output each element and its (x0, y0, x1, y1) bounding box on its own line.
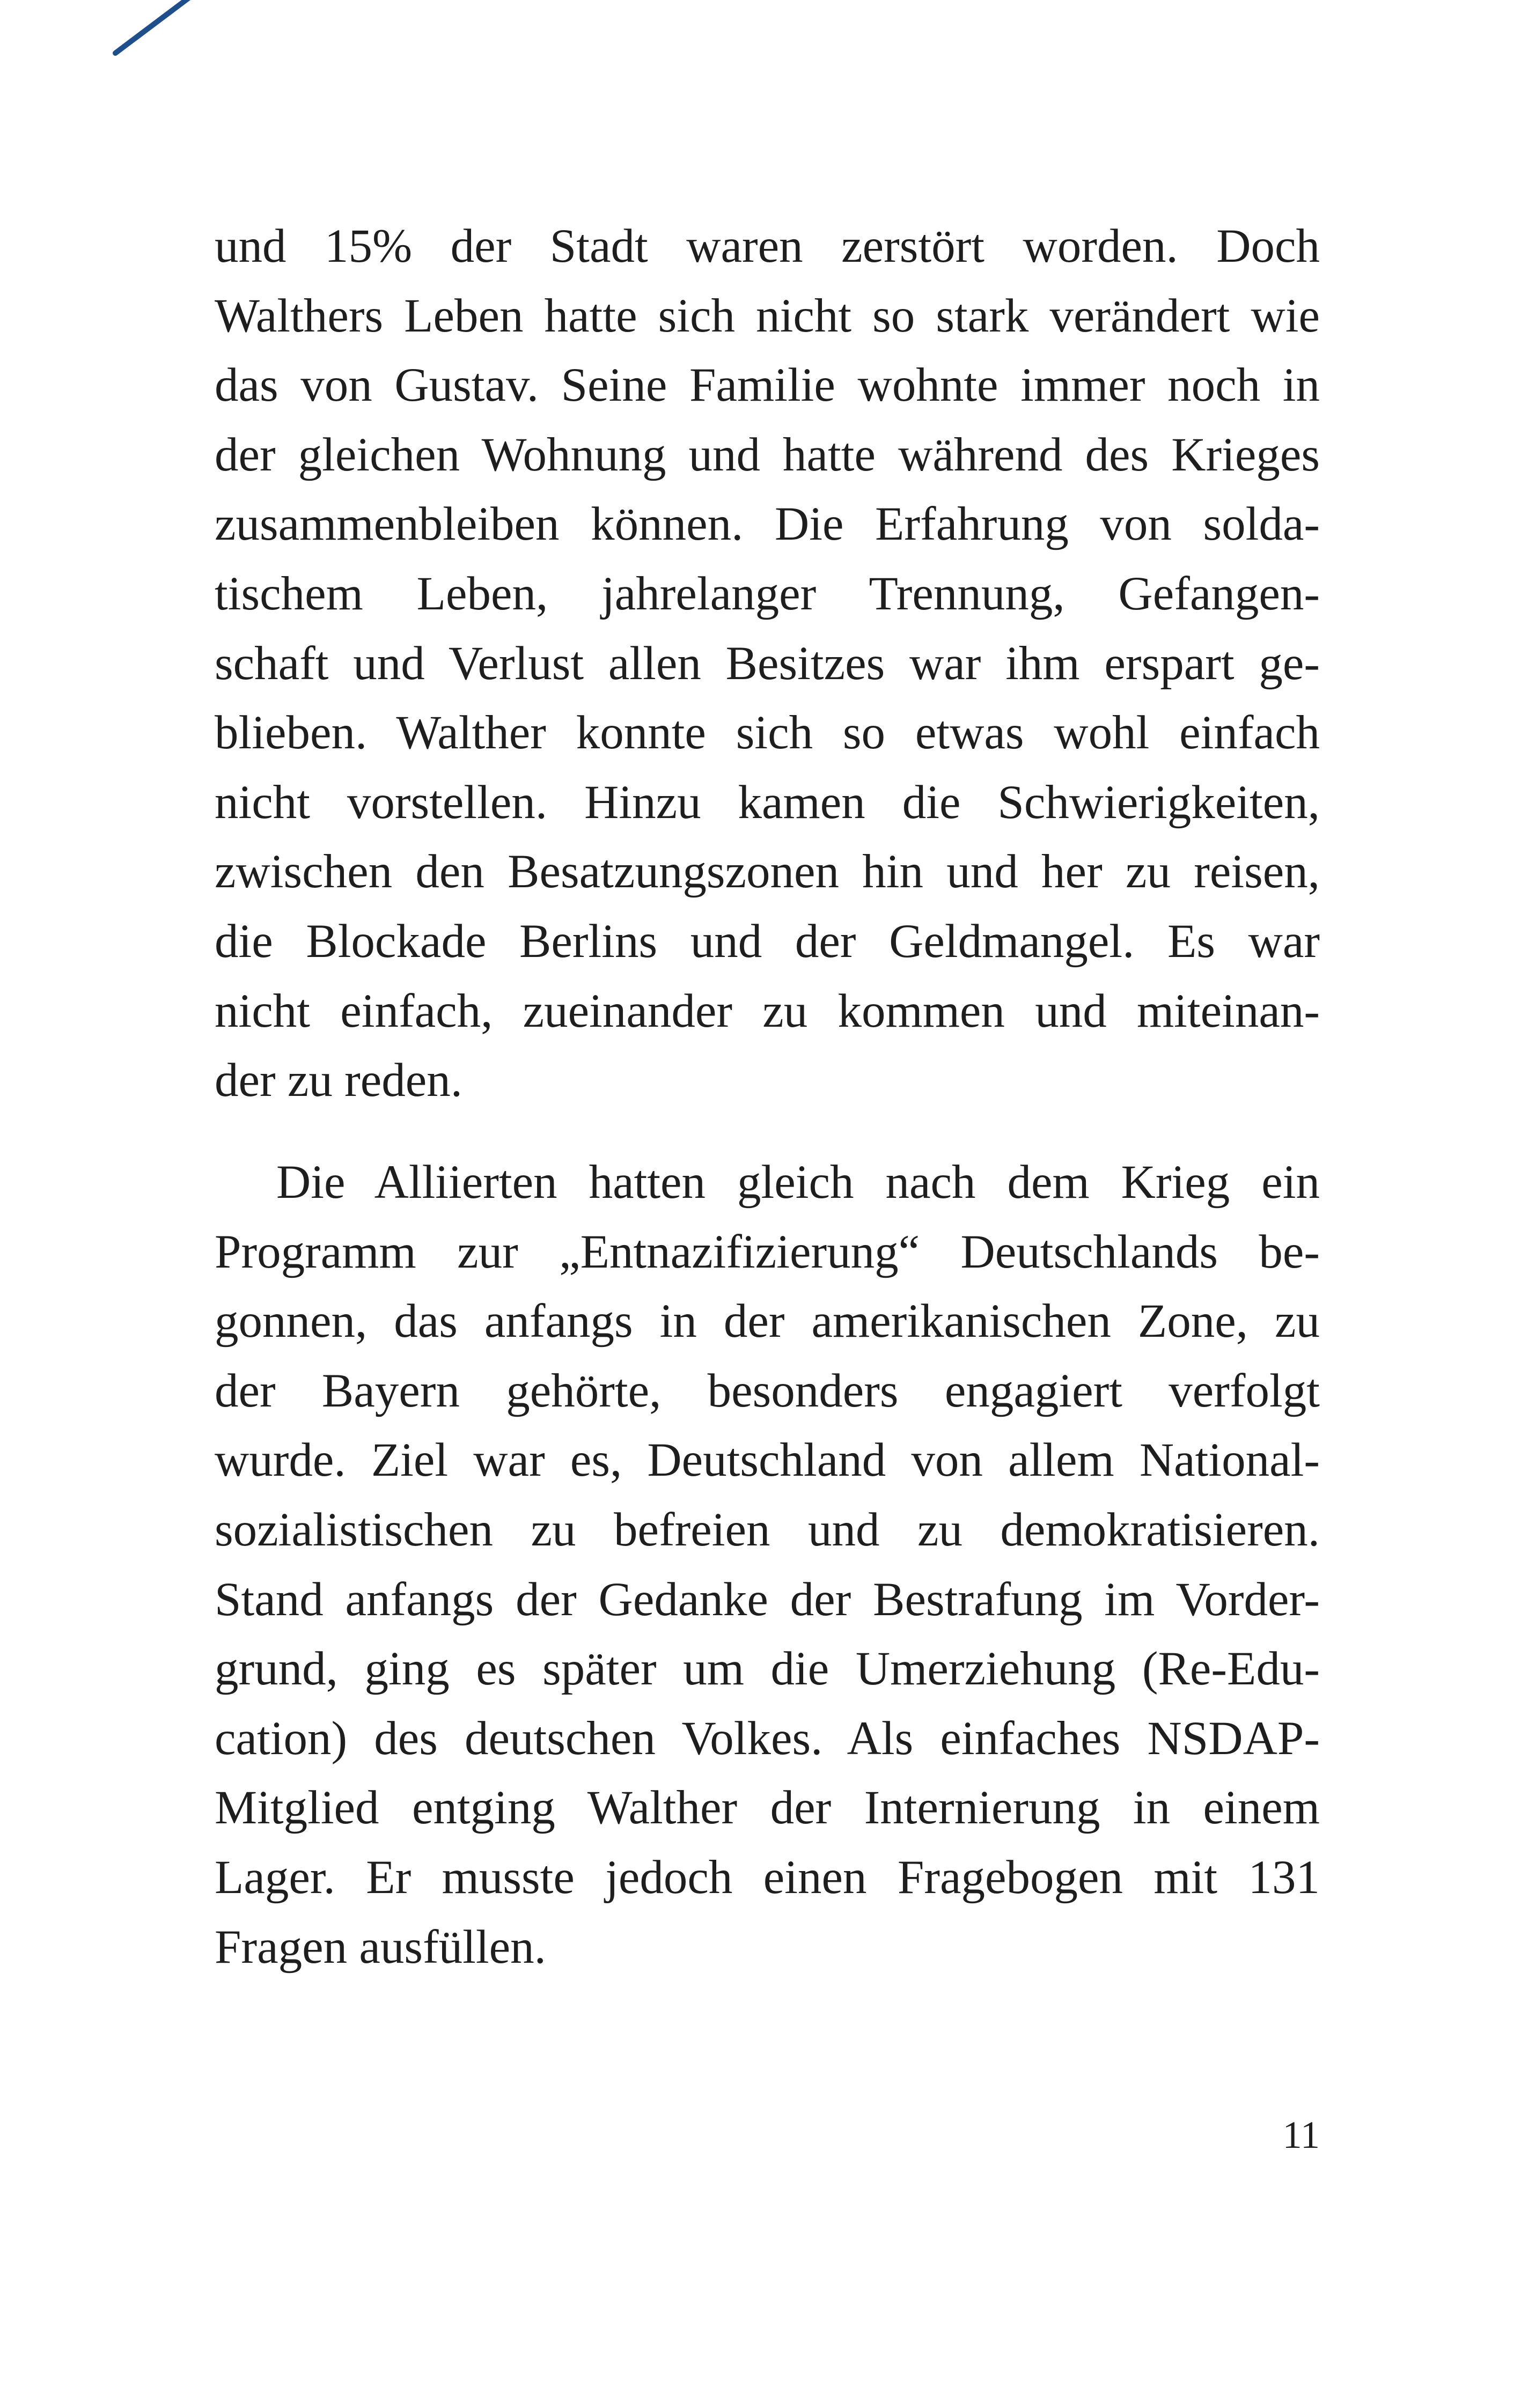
text-line: Lager. Er musste jedoch einen Fragebogen mit 131 (215, 1851, 1320, 1904)
text-line: cation) des deutschen Volkes. Als einfaches NSDAP- (215, 1712, 1320, 1765)
text-line: sozialistischen zu befreien und zu demokratisieren. (215, 1503, 1320, 1556)
paragraph-2 (215, 1148, 1320, 1982)
paragraph-1 (215, 212, 1320, 1116)
text-line: Mitglied entging Walther der Internierung in einem (215, 1781, 1320, 1835)
text-line: schaft und Verlust allen Besitzes war ihm erspart ge- (215, 637, 1320, 690)
text-line: grund, ging es später um die Umerziehung (Re-Edu- (215, 1643, 1320, 1696)
text-line: tischem Leben, jahrelanger Trennung, Gefangen- (215, 567, 1320, 620)
page-number: 11 (1282, 2114, 1320, 2156)
text-line: nicht einfach, zueinander zu kommen und miteinan- (215, 984, 1320, 1037)
text-line: der Bayern gehörte, besonders engagiert verfolgt (215, 1364, 1320, 1417)
text-line: Programm zur „Entnazifizierung“ Deutschlands be- (215, 1225, 1320, 1278)
text-line: nicht vorstellen. Hinzu kamen die Schwierigkeiten, (215, 776, 1320, 829)
text-line: der gleichen Wohnung und hatte während des Krieges (215, 428, 1320, 481)
text-line: Stand anfangs der Gedanke der Bestrafung im Vorder- (215, 1573, 1320, 1626)
text-line: der zu reden. (215, 1054, 463, 1107)
text-line: zusammenbleiben können. Die Erfahrung von solda- (215, 498, 1320, 551)
text-line: Die Alliierten hatten gleich nach dem Krieg ein (276, 1156, 1320, 1209)
text-line: gonnen, das anfangs in der amerikanischen Zone, zu (215, 1295, 1320, 1348)
text-line: und 15% der Stadt waren zerstört worden. Doch (215, 220, 1320, 273)
text-line: die Blockade Berlins und der Geldmangel. Es war (215, 915, 1320, 968)
text-line: zwischen den Besatzungszonen hin und her zu reisen, (215, 845, 1320, 899)
text-line: blieben. Walther konnte sich so etwas wohl einfach (215, 706, 1320, 760)
text-line: wurde. Ziel war es, Deutschland von allem National- (215, 1434, 1320, 1487)
text-line: das von Gustav. Seine Familie wohnte immer noch in (215, 359, 1320, 412)
text-line: Fragen ausfüllen. (215, 1920, 546, 1973)
corner-stroke-icon (0, 0, 225, 75)
text-line: Walthers Leben hatte sich nicht so stark verändert wie (215, 289, 1320, 342)
